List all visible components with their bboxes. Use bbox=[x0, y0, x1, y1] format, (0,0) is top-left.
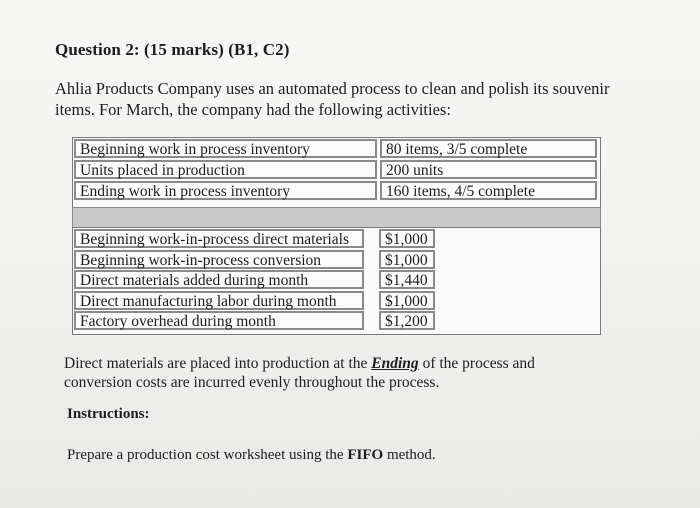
task-prefix: Prepare a production cost worksheet using the bbox=[67, 447, 348, 463]
note-line-1 bbox=[64, 354, 634, 373]
costs-value: $1,440 bbox=[379, 270, 435, 289]
materials-note bbox=[64, 354, 634, 392]
activities-value: 160 items, 4/5 complete bbox=[380, 181, 597, 200]
intro-line-2: items. For March, the company had the following activities: bbox=[55, 100, 451, 119]
costs-table bbox=[72, 227, 601, 335]
note-text: of the process and bbox=[418, 355, 535, 372]
activities-label: Ending work in process inventory bbox=[74, 181, 377, 200]
costs-value: $1,000 bbox=[379, 291, 435, 310]
costs-label: Beginning work-in-process direct materials bbox=[74, 229, 364, 248]
costs-label: Direct manufacturing labor during month bbox=[74, 291, 364, 310]
activities-table bbox=[72, 137, 601, 211]
activities-value: 200 units bbox=[380, 160, 597, 179]
costs-labels-column bbox=[74, 229, 364, 332]
note-keyword: Ending bbox=[371, 355, 419, 372]
question-title: Question 2: (15 marks) (B1, C2) bbox=[55, 40, 290, 59]
instructions-task bbox=[67, 447, 436, 464]
intro-line-1: Ahlia Products Company uses an automated process to clean and polish its souvenir bbox=[55, 79, 610, 98]
costs-label: Factory overhead during month bbox=[74, 311, 364, 330]
costs-values-column bbox=[379, 229, 435, 332]
costs-value: $1,000 bbox=[379, 229, 435, 248]
note-text: Direct materials are placed into production at the bbox=[64, 355, 372, 372]
activities-label: Units placed in production bbox=[74, 160, 377, 179]
activities-value: 80 items, 3/5 complete bbox=[380, 139, 597, 158]
costs-label: Beginning work-in-process conversion bbox=[74, 250, 364, 269]
note-line-2: conversion costs are incurred evenly throughout the process. bbox=[64, 374, 440, 391]
activities-values-column bbox=[380, 139, 597, 202]
table-separator-band bbox=[72, 207, 601, 228]
task-suffix: method. bbox=[383, 447, 436, 463]
intro-paragraph bbox=[55, 78, 655, 120]
costs-label: Direct materials added during month bbox=[74, 270, 364, 289]
activities-label: Beginning work in process inventory bbox=[74, 139, 377, 158]
task-method: FIFO bbox=[347, 447, 384, 463]
costs-value: $1,000 bbox=[379, 250, 435, 269]
costs-value: $1,200 bbox=[379, 311, 435, 330]
activities-labels-column bbox=[74, 139, 377, 202]
instructions-heading: Instructions: bbox=[67, 406, 150, 422]
